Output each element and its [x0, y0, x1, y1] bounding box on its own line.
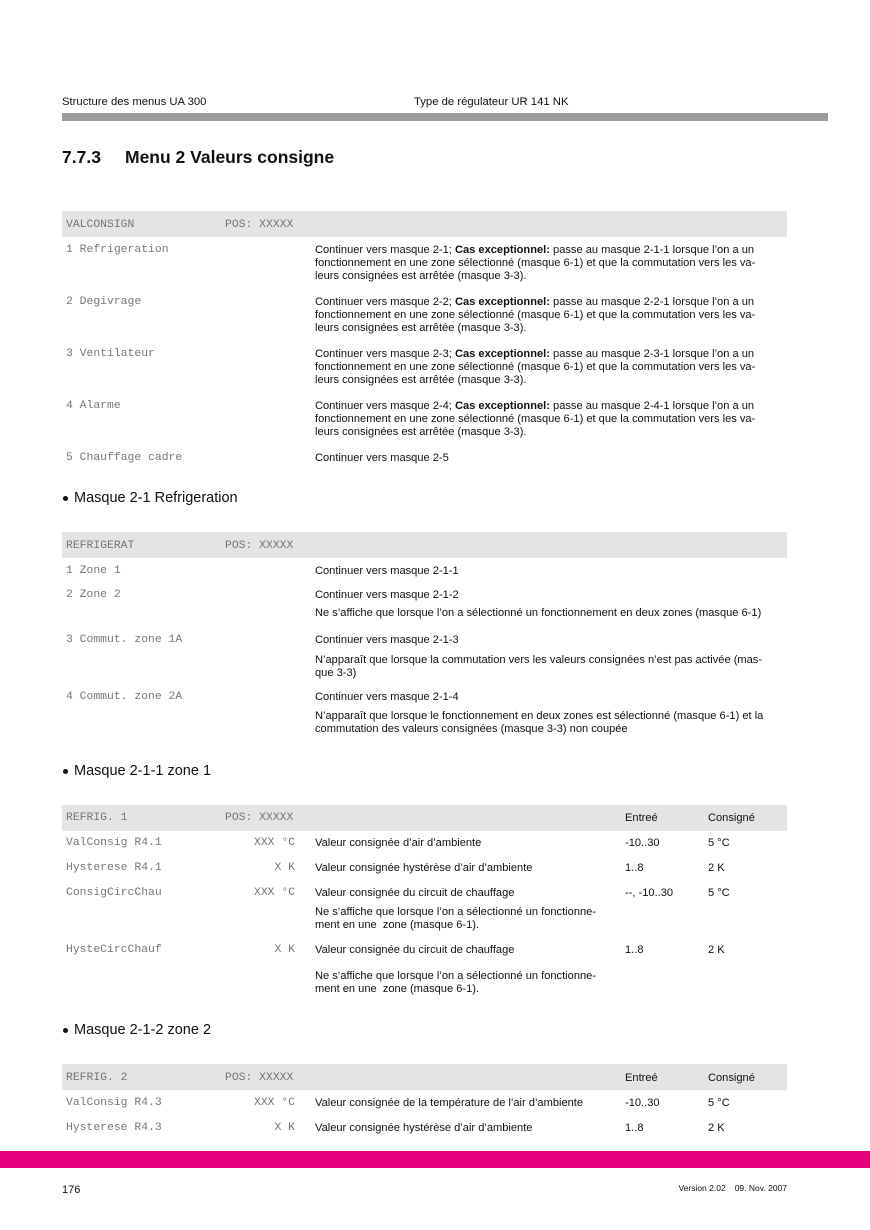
description-line: fonctionnement en une zone sélectionné (masque 6-1) et que la commutation vers les va-: [315, 360, 756, 373]
note-line: ment en une zone (masque 6-1).: [315, 982, 480, 995]
table-row: [0, 347, 870, 386]
parameter-description: Valeur consignée de la température de l’air d’ambiente: [315, 1096, 584, 1109]
exception-label: Cas exceptionnel:: [454, 295, 550, 308]
column-header-setpoint: Consigné: [708, 1071, 755, 1084]
subsection-title: Masque 2-1 Refrigeration: [74, 489, 238, 506]
input-range: 1..8: [625, 1121, 644, 1134]
subsection-title: Masque 2-1-1 zone 1: [74, 762, 212, 779]
mask-title: REFRIG. 2: [66, 1071, 128, 1084]
note-line: ment en une zone (masque 6-1).: [315, 918, 480, 931]
input-range: -10..30: [625, 1096, 660, 1109]
description-line: fonctionnement en une zone sélectionné (masque 6-1) et que la commutation vers les va-: [315, 308, 756, 321]
table-row: [0, 452, 870, 465]
table-row: [0, 1097, 870, 1110]
running-header-controller: Type de régulateur UR 141 NK: [414, 95, 569, 108]
description-line: leurs consignées est arrêtée (masque 3-3).: [315, 373, 527, 386]
parameter-name: Hysterese R4.3: [66, 1121, 162, 1134]
bullet-icon: [63, 496, 68, 501]
version-info: [678, 1183, 787, 1194]
action-text: Continuer vers masque 2-2;: [315, 295, 455, 308]
table-row: [0, 633, 870, 679]
menu-item-label: 2 Zone 2: [66, 588, 121, 601]
mask-position: POS: XXXXX: [225, 539, 294, 552]
action-text: Continuer vers masque 2-1;: [315, 243, 455, 256]
note-line: Ne s’affiche que lorsque l’on a sélectionné un fonctionnement en deux zones (masque 6-1): [315, 606, 762, 619]
menu-item-label: 4 Alarme: [66, 399, 121, 412]
parameter-unit: X K: [274, 1121, 295, 1134]
note-line: commutation des valeurs consignées (masque 3-3) non coupée: [315, 722, 628, 735]
table-row: [0, 1122, 870, 1135]
exception-text: passe au masque 2-3-1 lorsque l’on a un: [549, 347, 755, 360]
subsection-bullet: [0, 490, 870, 507]
parameter-description: Valeur consignée hystérèse d’air d’ambiente: [315, 1121, 533, 1134]
default-setpoint: 5 °C: [708, 886, 730, 899]
menu-item-label: 4 Commut. zone 2A: [66, 690, 183, 703]
row-note: [315, 607, 761, 620]
parameter-unit: XXX °C: [253, 1096, 295, 1109]
parameter-unit: XXX °C: [253, 836, 295, 849]
menu-item-label: 1 Refrigeration: [66, 243, 169, 256]
table-row: [0, 565, 870, 578]
header-rule: [62, 113, 828, 121]
row-note: [315, 654, 762, 680]
action-text: Continuer vers masque 2-3;: [315, 347, 455, 360]
table-row: [0, 837, 870, 850]
note-line: Ne s’affiche que lorsque l’on a sélectionné un fonctionne-: [315, 969, 597, 982]
mask-title: VALCONSIGN: [66, 218, 135, 231]
table-row: [0, 243, 870, 282]
section-title: Menu 2 Valeurs consigne: [125, 147, 335, 167]
default-setpoint: 2 K: [708, 1121, 725, 1134]
menu-item-description: [315, 296, 755, 335]
page-number: 176: [62, 1183, 81, 1196]
table-row: [0, 943, 870, 995]
default-setpoint: 5 °C: [708, 1096, 730, 1109]
exception-text: passe au masque 2-2-1 lorsque l’on a un: [549, 295, 755, 308]
input-range: --, -10..30: [625, 886, 674, 899]
table-row: [0, 690, 870, 735]
exception-text: passe au masque 2-4-1 lorsque l’on a un: [549, 399, 755, 412]
default-setpoint: 2 K: [708, 861, 725, 874]
row-note: [315, 970, 596, 996]
exception-text: passe au masque 2-1-1 lorsque l’on a un: [549, 243, 755, 256]
menu-item-label: 2 Degivrage: [66, 295, 142, 308]
row-note: [315, 710, 763, 736]
parameter-name: HysteCircChauf: [66, 943, 162, 956]
exception-label: Cas exceptionnel:: [454, 399, 550, 412]
table-row: [0, 886, 870, 931]
column-header-entry: Entreé: [625, 1071, 658, 1084]
default-setpoint: 2 K: [708, 943, 725, 956]
action-text: Continuer vers masque 2-1-1: [315, 564, 459, 577]
subsection-bullet: [0, 763, 870, 780]
table-row: [0, 588, 870, 619]
description-line: fonctionnement en une zone sélectionné (masque 6-1) et que la commutation vers les va-: [315, 412, 756, 425]
description-line: leurs consignées est arrêtée (masque 3-3).: [315, 425, 527, 438]
bullet-icon: [63, 1028, 68, 1033]
table-header: [0, 812, 870, 825]
menu-item-label: 3 Commut. zone 1A: [66, 633, 183, 646]
description-line: leurs consignées est arrêtée (masque 3-3).: [315, 269, 527, 282]
table-row: [0, 399, 870, 438]
parameter-description: Valeur consignée du circuit de chauffage: [315, 943, 515, 956]
exception-label: Cas exceptionnel:: [454, 243, 550, 256]
running-header-manual: Structure des menus UA 300: [62, 95, 207, 108]
parameter-unit: X K: [274, 943, 295, 956]
description-line: leurs consignées est arrêtée (masque 3-3).: [315, 321, 527, 334]
input-range: 1..8: [625, 943, 644, 956]
section-number: 7.7.3: [62, 147, 101, 167]
column-header-entry: Entreé: [625, 812, 658, 824]
row-note: [315, 906, 596, 932]
parameter-description: Valeur consignée hystérèse d’air d’ambiente: [315, 861, 533, 874]
menu-item-label: 1 Zone 1: [66, 564, 121, 577]
table-row: [0, 295, 870, 334]
subsection-bullet: [0, 1022, 870, 1039]
parameter-description: Valeur consignée d’air d’ambiente: [315, 836, 482, 849]
parameter-description: Valeur consignée du circuit de chauffage: [315, 886, 515, 899]
version-label: Version 2.02: [678, 1182, 726, 1193]
action-text: Continuer vers masque 2-1-3: [315, 633, 459, 646]
note-line: N’apparaît que lorsque la commutation vers les valeurs consignées n’est pas activée (mas-: [315, 653, 763, 666]
table-header: [0, 540, 870, 553]
menu-item-label: 3 Ventilateur: [66, 347, 155, 360]
parameter-name: ValConsig R4.3: [66, 1096, 162, 1109]
action-text: Continuer vers masque 2-4;: [315, 399, 455, 412]
mask-position: POS: XXXXX: [225, 1071, 294, 1084]
action-text: Continuer vers masque 2-5: [315, 451, 449, 464]
footer-accent-bar: [0, 1151, 870, 1168]
note-line: que 3-3): [315, 666, 357, 679]
parameter-name: ConsigCircChau: [66, 886, 162, 899]
menu-item-description: [315, 348, 755, 387]
action-text: Continuer vers masque 2-1-4: [315, 690, 459, 703]
mask-title: REFRIG. 1: [66, 812, 128, 824]
table-header: [0, 219, 870, 232]
exception-label: Cas exceptionnel:: [454, 347, 550, 360]
input-range: -10..30: [625, 836, 660, 849]
menu-item-description: [315, 244, 755, 283]
note-line: N’apparaît que lorsque le fonctionnement en deux zones est sélectionné (masque 6-1) et la: [315, 709, 764, 722]
subsection-title: Masque 2-1-2 zone 2: [74, 1021, 212, 1038]
parameter-name: Hysterese R4.1: [66, 861, 162, 874]
mask-position: POS: XXXXX: [225, 812, 294, 824]
release-date: 09. Nov. 2007: [734, 1182, 787, 1193]
menu-item-label: 5 Chauffage cadre: [66, 451, 183, 464]
parameter-unit: XXX °C: [253, 886, 295, 899]
input-range: 1..8: [625, 861, 644, 874]
bullet-icon: [63, 769, 68, 774]
default-setpoint: 5 °C: [708, 836, 730, 849]
action-text: Continuer vers masque 2-1-2: [315, 588, 459, 601]
description-line: fonctionnement en une zone sélectionné (masque 6-1) et que la commutation vers les va-: [315, 256, 756, 269]
table-row: [0, 862, 870, 875]
mask-position: POS: XXXXX: [225, 218, 294, 231]
table-header: [0, 1072, 870, 1085]
menu-item-description: [315, 400, 755, 439]
mask-title: REFRIGERAT: [66, 539, 135, 552]
note-line: Ne s’affiche que lorsque l’on a sélectionné un fonctionne-: [315, 905, 597, 918]
parameter-name: ValConsig R4.1: [66, 836, 162, 849]
column-header-setpoint: Consigné: [708, 812, 755, 824]
parameter-unit: X K: [274, 861, 295, 874]
